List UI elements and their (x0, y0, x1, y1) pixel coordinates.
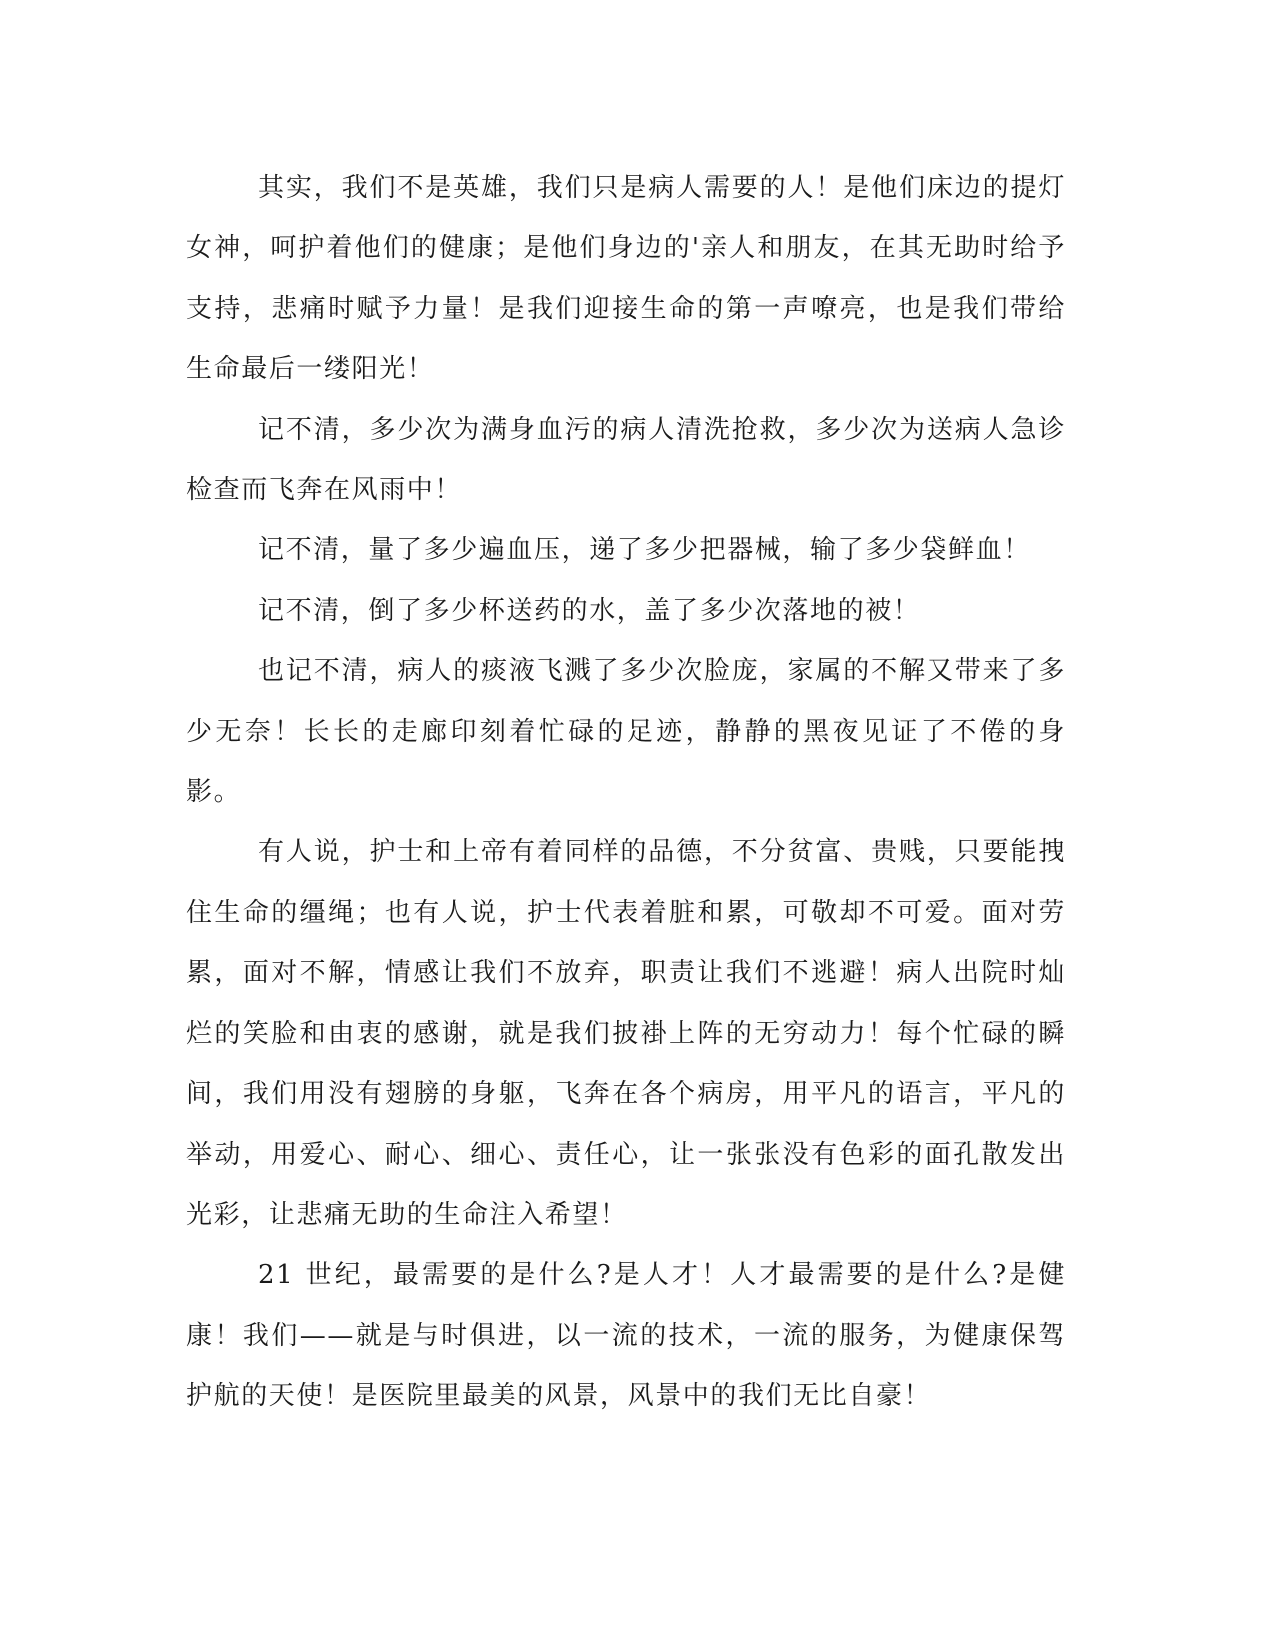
paragraph: 其实，我们不是英雄，我们只是病人需要的人！是他们床边的提灯女神，呵护着他们的健康；是他们身边的'亲人和朋友，在其无助时给予支持，悲痛时赋予力量！是我们迎接生命的第一声嘹亮，也是我们带给生命最后一缕阳光！ (186, 173, 1066, 385)
paragraph: 记不清，量了多少遍血压，递了多少把器械，输了多少袋鲜血！ (258, 535, 1031, 566)
paragraph: 21 世纪，最需要的是什么?是人才！人才最需要的是什么?是健康！我们——就是与时俱进，以一流的技术，一流的服务，为健康保驾护航的天使！是医院里最美的风景，风景中的我们无比自豪！ (186, 1260, 1066, 1412)
paragraph: 记不清，多少次为满身血污的病人清洗抢救，多少次为送病人急诊检查而飞奔在风雨中！ (186, 414, 1066, 506)
document-body (186, 158, 1066, 1427)
paragraph: 记不清，倒了多少杯送药的水，盖了多少次落地的被！ (258, 595, 921, 626)
paragraph: 也记不清，病人的痰液飞溅了多少次脸庞，家属的不解又带来了多少无奈！长长的走廊印刻着忙碌的足迹，静静的黑夜见证了不倦的身影。 (186, 656, 1066, 808)
paragraph: 有人说，护士和上帝有着同样的品德，不分贫富、贵贱，只要能拽住生命的缰绳；也有人说，护士代表着脏和累，可敬却不可爱。面对劳累，面对不解，情感让我们不放弃，职责让我们不逃避！病人出院时灿烂的笑脸和由衷的感谢，就是我们披褂上阵的无穷动力！每个忙碌的瞬间，我们用没有翅膀的身躯，飞奔在各个病房，用平凡的语言，平凡的举动，用爱心、耐心、细心、责任心，让一张张没有色彩的面孔散发出光彩，让悲痛无助的生命注入希望！ (186, 837, 1066, 1230)
